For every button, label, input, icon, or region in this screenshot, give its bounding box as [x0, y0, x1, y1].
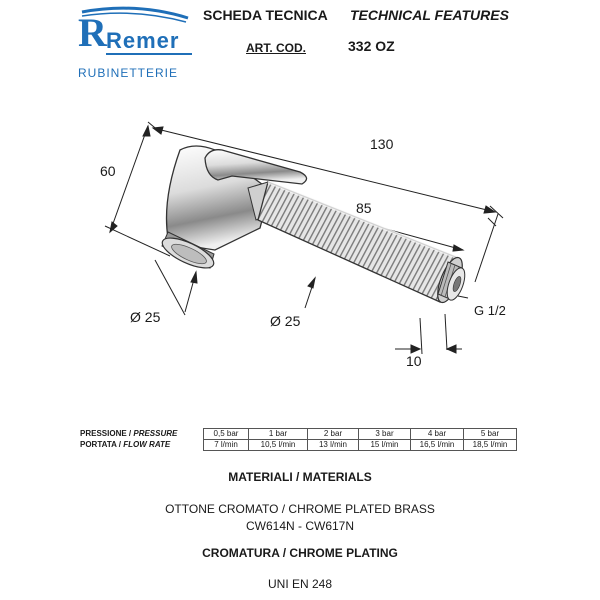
- plating-standard: UNI EN 248: [267, 577, 333, 591]
- table-cell: 4 bar: [411, 429, 464, 440]
- brand-subtitle: RUBINETTERIE: [78, 66, 179, 80]
- hand-shower-icon: [60, 100, 580, 390]
- dim-thread: G 1/2: [474, 303, 506, 318]
- spec-table: [78, 428, 517, 451]
- title-italian: SCHEDA TECNICA: [203, 7, 328, 23]
- dim-head-diameter: Ø 25: [130, 309, 161, 325]
- dim-thread-length: 10: [406, 353, 422, 369]
- row-label: PORTATA / FLOW RATE: [80, 440, 171, 449]
- brand-name: Remer: [106, 28, 180, 53]
- article-code-value: 332 OZ: [348, 38, 395, 54]
- table-cell: 1 bar: [249, 429, 308, 440]
- table-cell: 0,5 bar: [204, 429, 249, 440]
- table-cell: 2 bar: [308, 429, 359, 440]
- table-cell: 7 l/min: [204, 440, 249, 451]
- dim-handle-length: 85: [356, 200, 372, 216]
- plating-heading: CROMATURA / CHROME PLATING: [202, 546, 398, 560]
- title-english: TECHNICAL FEATURES: [350, 7, 509, 23]
- table-cell: 3 bar: [359, 429, 411, 440]
- table-row: [78, 429, 517, 440]
- materials-line: OTTONE CROMATO / CHROME PLATED BRASS: [165, 502, 435, 516]
- materials-heading: MATERIALI / MATERIALS: [228, 470, 372, 484]
- table-cell: 13 l/min: [308, 440, 359, 451]
- table-row: [78, 440, 517, 451]
- dim-height: 60: [100, 163, 116, 179]
- remer-logo: [76, 4, 196, 84]
- dim-handle-diameter: Ø 25: [270, 313, 301, 329]
- materials-alloy-codes: CW614N - CW617N: [245, 519, 355, 533]
- dim-overall-length: 130: [370, 136, 394, 152]
- table-cell: 5 bar: [464, 429, 517, 440]
- svg-text:R: R: [78, 10, 107, 55]
- table-cell: 10,5 l/min: [249, 440, 308, 451]
- table-cell: 18,5 l/min: [464, 440, 517, 451]
- row-label: PRESSIONE / PRESSURE: [80, 429, 178, 438]
- article-code-label: ART. COD.: [246, 41, 306, 55]
- table-cell: 15 l/min: [359, 440, 411, 451]
- table-cell: 16,5 l/min: [411, 440, 464, 451]
